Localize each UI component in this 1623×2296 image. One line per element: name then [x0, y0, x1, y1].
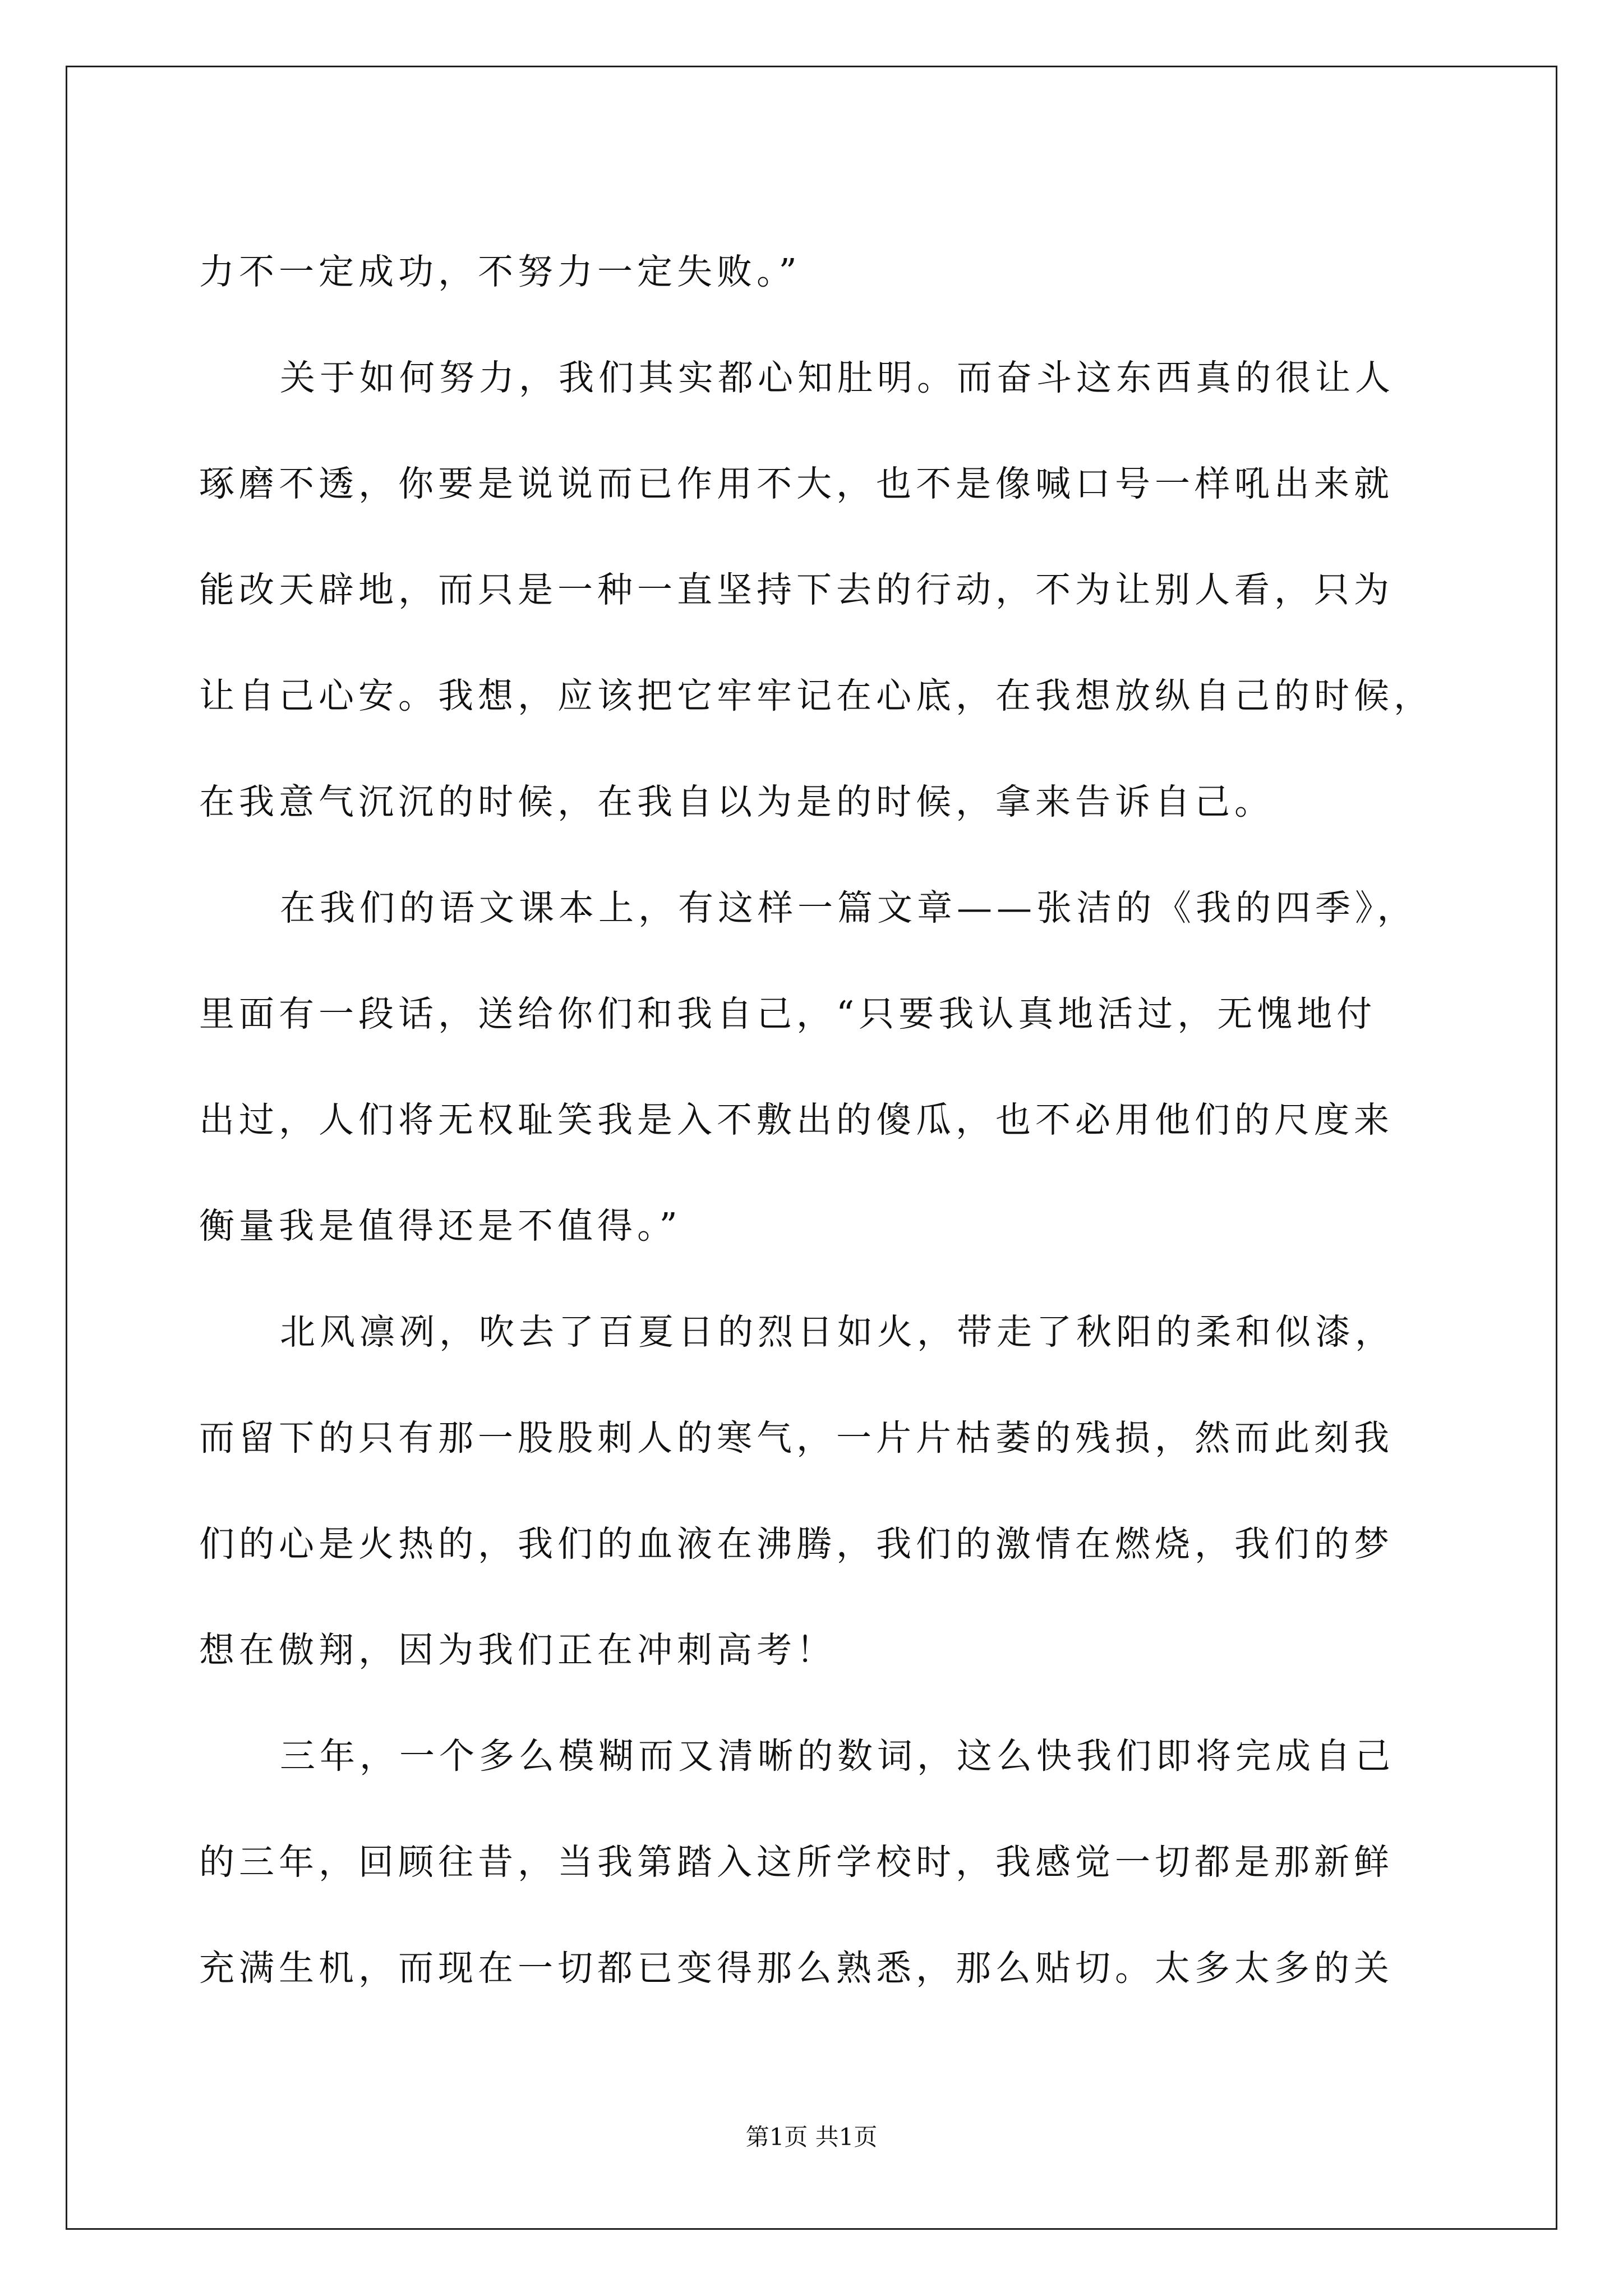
text-line: 衡量我是值得还是不值得。”: [199, 1205, 682, 1246]
text-line: 出过，人们将无权耻笑我是入不敷出的傻瓜，也不必用他们的尺度来: [199, 1099, 1394, 1140]
text-line: 能改天辟地，而只是一种一直坚持下去的行动，不为让别人看，只为: [199, 569, 1394, 610]
text-line: 充满生机，而现在一切都已变得那么熟悉，那么贴切。太多太多的关: [199, 1948, 1394, 1989]
page-footer: 第1页 共1页: [745, 2123, 878, 2151]
text-line: 力不一定成功，不努力一定失败。”: [199, 251, 801, 292]
text-line: 里面有一段话，送给你们和我自己，“只要我认真地活过，无愧地付: [199, 993, 1377, 1034]
text-line: 在我们的语文课本上，有这样一篇文章——张洁的《我的四季》，: [280, 887, 1417, 928]
text-line: 们的心是火热的，我们的血液在沸腾，我们的激情在燃烧，我们的梦: [199, 1524, 1394, 1565]
text-line: 三年，一个多么模糊而又清晰的数词，这么快我们即将完成自己: [280, 1736, 1395, 1777]
text-line: 关于如何努力，我们其实都心知肚明。而奋斗这东西真的很让人: [280, 357, 1395, 398]
text-line: 琢磨不透，你要是说说而已作用不大，也不是像喊口号一样吼出来就: [199, 463, 1394, 504]
text-line: 北风凛冽，吹去了百夏日的烈日如火，带走了秋阳的柔和似漆，: [280, 1312, 1395, 1352]
text-line: 在我意气沉沉的时候，在我自以为是的时候，拿来告诉自己。: [199, 781, 1274, 822]
document-body: [199, 219, 1433, 2021]
text-line: 的三年，回顾往昔，当我第踏入这所学校时，我感觉一切都是那新鲜: [199, 1842, 1394, 1883]
text-line: 想在傲翔，因为我们正在冲刺高考！: [199, 1630, 836, 1671]
text-line: 让自己心安。我想，应该把它牢牢记在心底，在我想放纵自己的时候，: [199, 675, 1433, 716]
text-line: 而留下的只有那一股股刺人的寒气，一片片枯萎的残损，然而此刻我: [199, 1418, 1394, 1458]
